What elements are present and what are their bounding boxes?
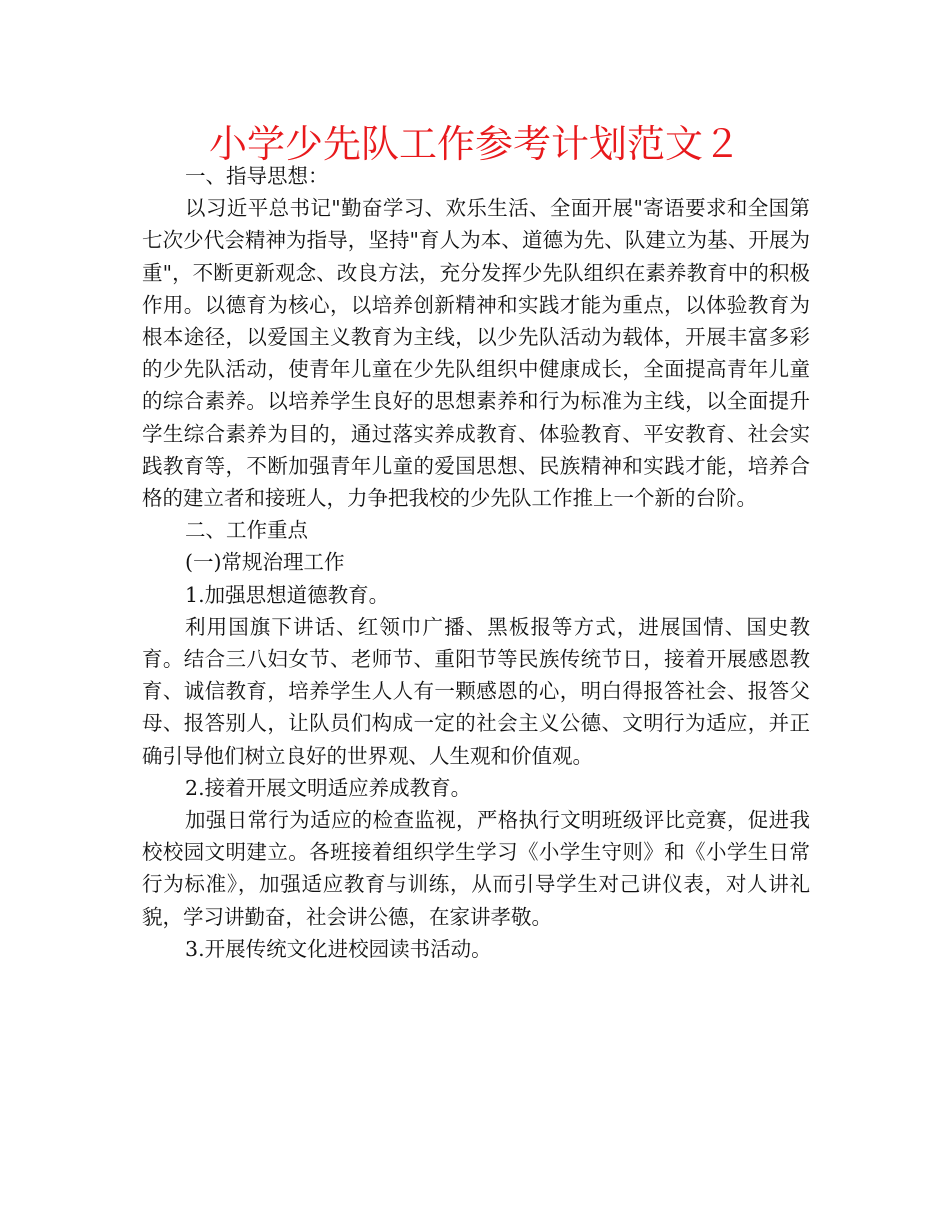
- item-heading-moral-education: 1.加强思想道德教育。: [185, 582, 390, 607]
- subsection-heading-routine-management: (一)常规治理工作: [185, 550, 345, 575]
- paragraph-moral-education: 利用国旗下讲话、红领巾广播、黑板报等方式，进展国情、国史教育。结合三八妇女节、老师节、重阳节等民族传统节日，接着开展感恩教育、诚信教育，培养学生人人有一颗感恩的心，明白得报答社会、报答父母、报答别人，让队员们构成一定的社会主义公德、文明行为适应，并正确引导他们树立良好的世界观、人生观和价值观。: [142, 614, 810, 768]
- section-heading-work-focus: 二、工作重点: [185, 518, 309, 543]
- paragraph-civilized-habits: 加强日常行为适应的检查监视，严格执行文明班级评比竞赛，促进我校校园文明建立。各班接着组织学生学习《小学生守则》和《小学生日常行为标准》，加强适应教育与训练，从而引导学生对己讲仪表，对人讲礼貌，学习讲勤奋，社会讲公德，在家讲孝敬。: [142, 808, 810, 929]
- paragraph-guiding-ideology: 以习近平总书记"勤奋学习、欢乐生活、全面开展"寄语要求和全国第七次少代会精神为指导，坚持"育人为本、道德为先、队建立为基、开展为重"，不断更新观念、改良方法，充分发挥少先队组织在素养教育中的积极作用。以德育为核心，以培养创新精神和实践才能为重点，以体验教育为根本途径，以爱国主义教育为主线，以少先队活动为载体，开展丰富多彩的少先队活动，使青年儿童在少先队组织中健康成长，全面提高青年儿童的综合素养。以培养学生良好的思想素养和行为标准为主线，以全面提升学生综合素养为目的，通过落实养成教育、体验教育、平安教育、社会实践教育等，不断加强青年儿童的爱国思想、民族精神和实践才能，培养合格的建立者和接班人，力争把我校的少先队工作推上一个新的台阶。: [142, 196, 810, 511]
- section-heading-guiding-ideology: 一、指导思想：: [185, 164, 329, 188]
- document-body: [142, 160, 810, 965]
- item-heading-civilized-habits: 2.接着开展文明适应养成教育。: [185, 775, 472, 800]
- item-heading-reading-activity: 3.开展传统文化进校园读书活动。: [185, 936, 492, 961]
- document-title: 小学少先队工作参考计划范文２: [208, 122, 741, 166]
